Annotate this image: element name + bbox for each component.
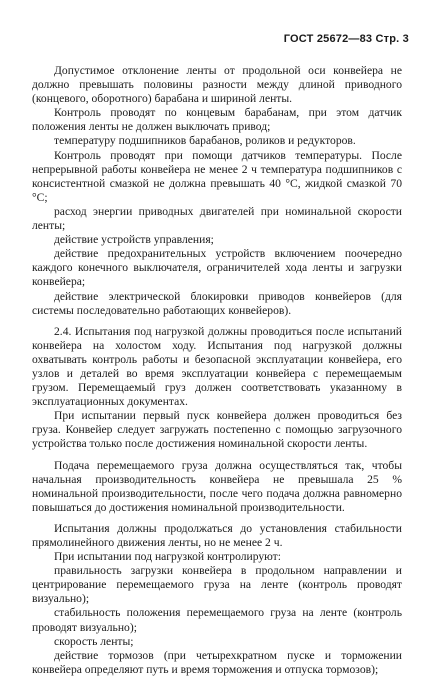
paragraph: температуру подшипников барабанов, роликов и редукторов. (54, 134, 356, 148)
section-paragraph: 2.4. Испытания под нагрузкой должны проводиться после испытаний конвейера на холостом ходу. Испытания под нагрузкой должны охватывать контроль работы и безопасной эксплуатации конвейера, его узлов и деталей во время эксплуатации конвейера с перемещаемым грузом. Перемещаемый груз должен соответствовать указанному в эксплуатационных документах. (32, 324, 402, 409)
paragraph: действие электрической блокировки приводов конвейеров (для системы последовательно работающих конвейеров). (32, 289, 402, 317)
paragraph: Контроль проводят при помощи датчиков температуры. После непрерывной работы конвейера не менее 2 ч температура подшипников с консистентной смазкой не должна превышать 40 °С, жидкой смазкой 70 °С; (32, 148, 402, 204)
page-header: ГОСТ 25672—83 Стр. 3 (283, 33, 409, 45)
paragraph: Допустимое отклонение ленты от продольной оси конвейера не должно превышать половины разности между длиной приводного (концевого, оборотного) барабана и шириной ленты. (32, 64, 402, 106)
paragraph: При испытании первый пуск конвейера должен проводиться без груза. Конвейер следует загружать постепенно с помощью загрузочного устройства только после достижения номинальной скорости ленты. (32, 409, 402, 451)
paragraph: расход энергии приводных двигателей при номинальной скорости ленты; (32, 204, 402, 233)
paragraph: Подача перемещаемого груза должна осуществляться так, чтобы начальная производительность конвейера не превышала 25 % номинальной производительности, после чего подача должна равномерно повышаться до достижения номинальной производительности. (32, 458, 402, 514)
paragraph: стабильность положения перемещаемого груза на ленте (контроль проводят визуально); (32, 606, 402, 634)
body-text (32, 64, 402, 677)
paragraph: Испытания должны продолжаться до установления стабильности прямолинейного движения ленты, но не менее 2 ч. (32, 521, 402, 549)
paragraph: правильность загрузки конвейера в продольном направлении и центрирование перемещаемого груза на ленте (контроль проводят визуально); (32, 564, 402, 606)
paragraph: действие устройств управления; (54, 233, 214, 247)
paragraph: При испытании под нагрузкой контролируют: (54, 550, 281, 564)
paragraph: скорость ленты; (54, 634, 134, 648)
paragraph: Контроль проводят по концевым барабанам, при этом датчик положения ленты не должен выключать привод; (32, 106, 402, 134)
paragraph: действие предохранительных устройств включением поочередно каждого конечного выключателя, ограничителей хода ленты и загрузки конвейера; (32, 247, 402, 289)
paragraph: действие тормозов (при четырехкратном пуске и торможении конвейера определяют путь и время торможения и отпуска тормозов); (32, 648, 402, 676)
